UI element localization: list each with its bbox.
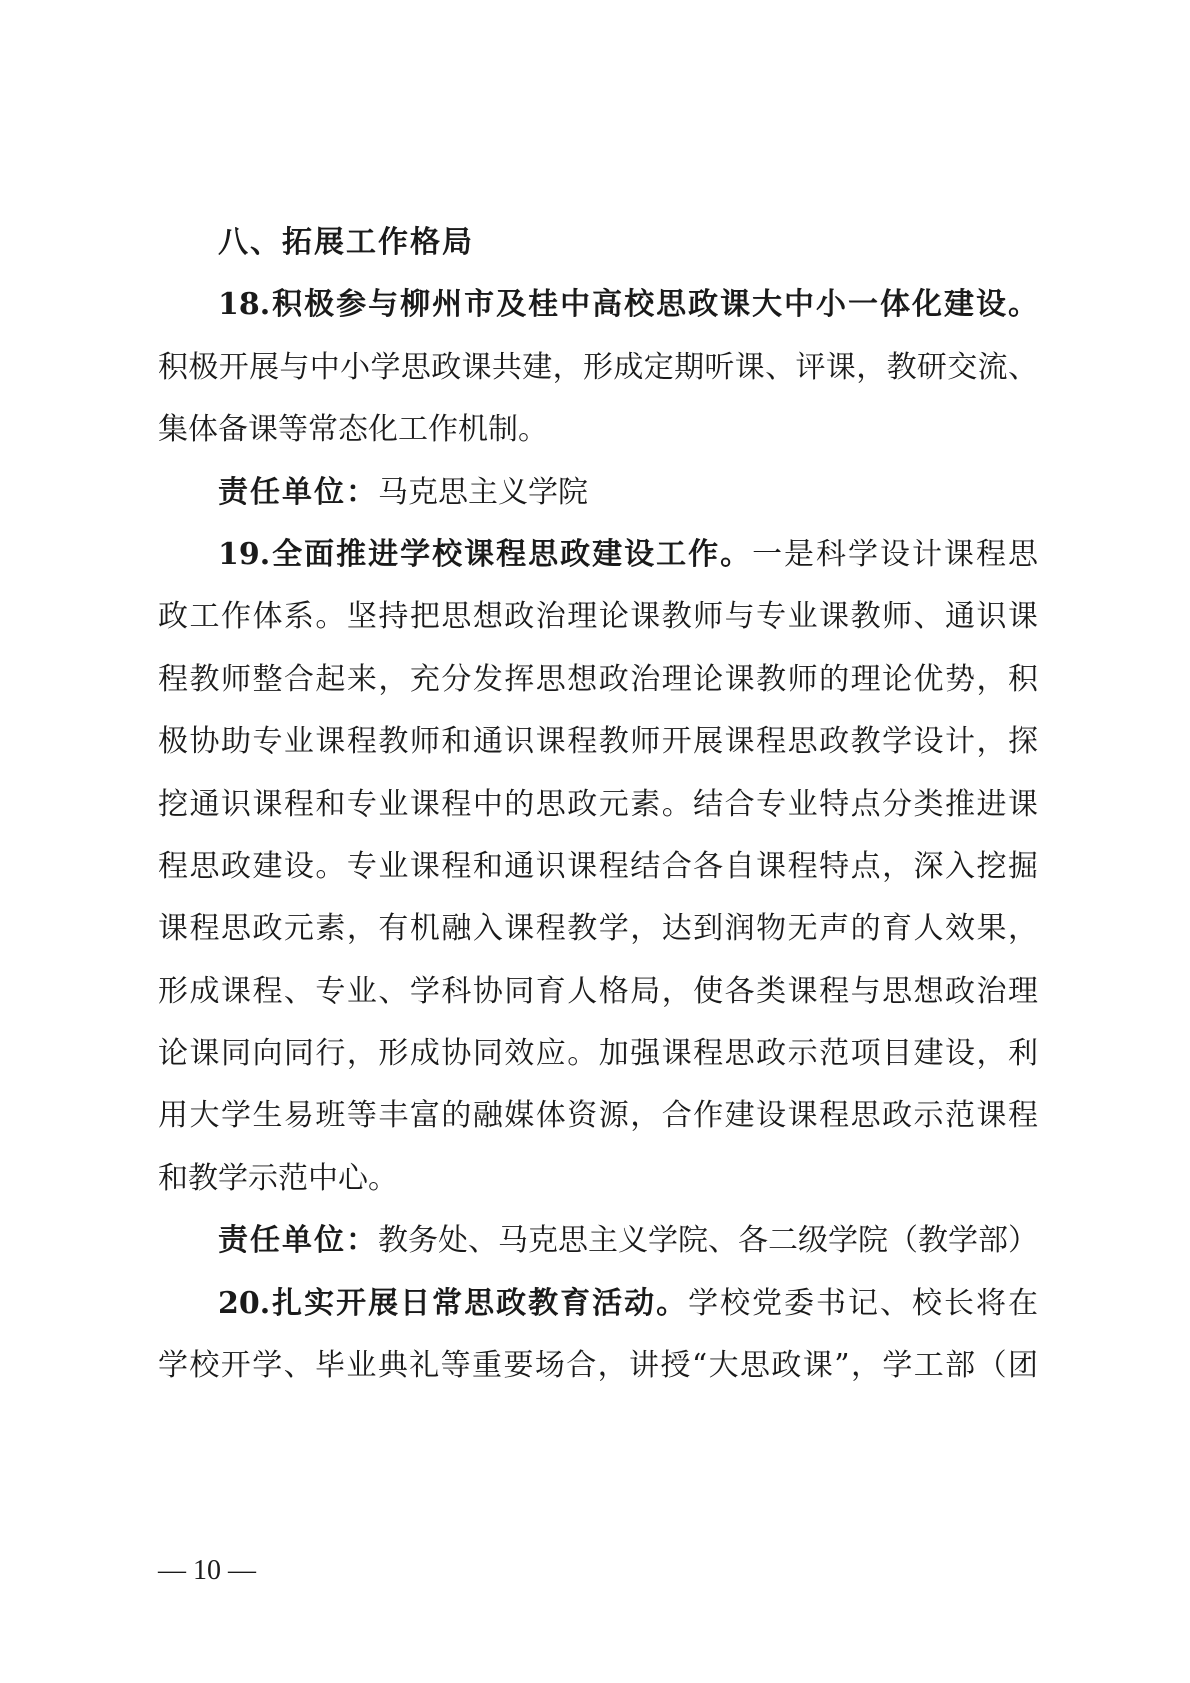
item-19-line-4: 挖通识课程和专业课程中的思政元素。结合专业特点分类推进课 xyxy=(158,786,1038,822)
item-19-line-1: 政工作体系。坚持把思想政治理论课教师与专业课教师、通识课 xyxy=(158,599,1038,635)
item-18-responsibility xyxy=(158,462,1038,524)
item-20-lead-bold: 20.扎实开展日常思政教育活动。 xyxy=(218,1285,689,1321)
responsibility-label: 责任单位： xyxy=(218,474,378,510)
page-number: — 10 — xyxy=(158,1555,256,1586)
item-19-responsibility xyxy=(158,1210,1038,1272)
item-19-lead xyxy=(158,524,1038,586)
item-19-line-6: 课程思政元素，有机融入课程教学，达到润物无声的育人效果， xyxy=(158,911,1038,947)
item-18-lead: 18.积极参与柳州市及桂中高校思政课大中小一体化建设。 xyxy=(218,287,1038,323)
item-20-line-1: 学校开学、毕业典礼等重要场合，讲授“大思政课”，学工部（团 xyxy=(158,1348,1038,1384)
section-heading: 八、拓展工作格局 xyxy=(218,225,474,260)
page-body xyxy=(158,212,1038,1397)
item-19-line-8: 论课同向同行，形成协同效应。加强课程思政示范项目建设，利 xyxy=(158,1036,1038,1072)
item-19-line-5: 程思政建设。专业课程和通识课程结合各自课程特点，深入挖掘 xyxy=(158,848,1038,884)
item-19-lead-rest: 一是科学设计课程思 xyxy=(752,536,1038,572)
item-19-line-3: 极协助专业课程教师和通识课程教师开展课程思政教学设计，探 xyxy=(158,724,1038,760)
responsibility-units: 马克思主义学院 xyxy=(378,474,588,510)
item-19-line-10: 和教学示范中心。 xyxy=(158,1160,398,1196)
item-19-line-2: 程教师整合起来，充分发挥思想政治理论课教师的理论优势，积 xyxy=(158,661,1038,697)
item-19-lead-bold: 19.全面推进学校课程思政建设工作。 xyxy=(218,536,753,572)
item-20-lead xyxy=(158,1273,1038,1335)
item-18-line-2: 集体备课等常态化工作机制。 xyxy=(158,412,548,448)
responsibility-units: 教务处、马克思主义学院、各二级学院（教学部） xyxy=(378,1223,1038,1259)
item-20-lead-rest: 学校党委书记、校长将在 xyxy=(688,1285,1038,1321)
item-18-line-1: 积极开展与中小学思政课共建，形成定期听课、评课，教研交流、 xyxy=(158,349,1038,385)
item-19-line-9: 用大学生易班等丰富的融媒体资源，合作建设课程思政示范课程 xyxy=(158,1098,1038,1134)
responsibility-label: 责任单位： xyxy=(218,1223,378,1259)
item-19-line-7: 形成课程、专业、学科协同育人格局，使各类课程与思想政治理 xyxy=(158,973,1038,1009)
